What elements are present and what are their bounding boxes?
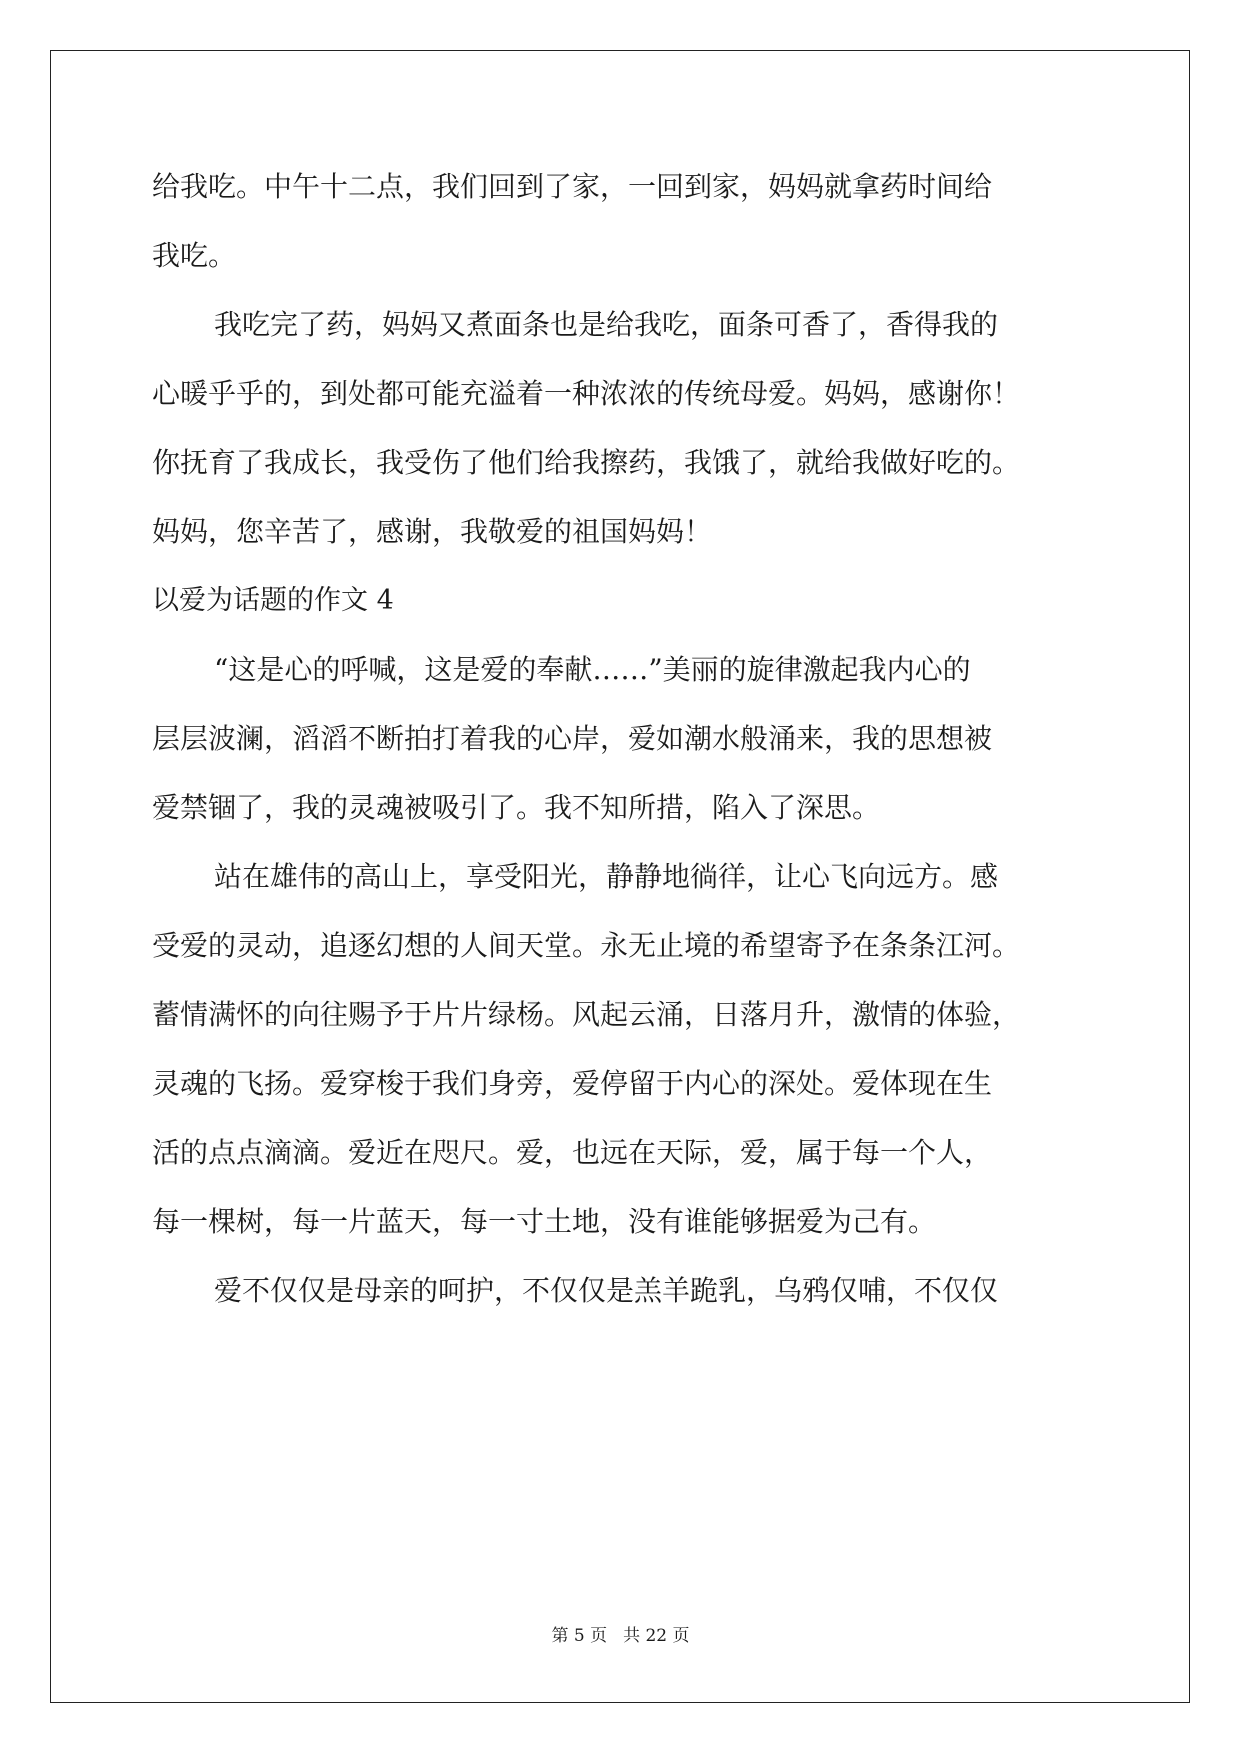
total-pages: 共 22 页 <box>623 1626 690 1646</box>
text-line: 心暖乎乎的，到处都可能充溢着一种浓浓的传统母爱。妈妈，感谢你！ <box>152 377 1021 410</box>
text-line: 蓄情满怀的向往赐予于片片绿杨。风起云涌，日落月升，激情的体验， <box>152 998 1021 1031</box>
paragraph-start-line: 我吃完了药，妈妈又煮面条也是给我吃，面条可香了，香得我的 <box>214 308 999 341</box>
text-line: 给我吃。中午十二点，我们回到了家，一回到家，妈妈就拿药时间给 <box>152 170 993 203</box>
text-line: 我吃。 <box>152 239 237 272</box>
page-footer <box>0 1624 1241 1648</box>
text-line: 受爱的灵动，追逐幻想的人间天堂。永无止境的希望寄予在条条江河。 <box>152 929 1021 962</box>
text-line: 每一棵树，每一片蓝天，每一寸土地，没有谁能够据爱为己有。 <box>152 1205 937 1238</box>
page-number: 第 5 页 <box>551 1626 608 1646</box>
text-line: 层层波澜，滔滔不断拍打着我的心岸，爱如潮水般涌来，我的思想被 <box>152 722 993 755</box>
paragraph-start-line: “这是心的呼喊，这是爱的奉献……”美丽的旋律激起我内心的 <box>214 653 971 686</box>
text-line: 你抚育了我成长，我受伤了他们给我擦药，我饿了，就给我做好吃的。 <box>152 446 1021 479</box>
section-heading: 以爱为话题的作文 4 <box>152 585 394 616</box>
document-body <box>152 160 1092 1318</box>
paragraph-start-line: 爱不仅仅是母亲的呵护，不仅仅是羔羊跪乳，乌鸦仅哺，不仅仅 <box>214 1274 999 1307</box>
text-line: 活的点点滴滴。爱近在咫尺。爱，也远在天际，爱，属于每一个人， <box>152 1136 993 1169</box>
text-line: 灵魂的飞扬。爱穿梭于我们身旁，爱停留于内心的深处。爱体现在生 <box>152 1067 993 1100</box>
paragraph-start-line: 站在雄伟的高山上，享受阳光，静静地徜徉，让心飞向远方。感 <box>214 860 999 893</box>
text-line: 妈妈，您辛苦了，感谢，我敬爱的祖国妈妈！ <box>152 515 713 548</box>
text-line: 爱禁锢了，我的灵魂被吸引了。我不知所措，陷入了深思。 <box>152 791 881 824</box>
